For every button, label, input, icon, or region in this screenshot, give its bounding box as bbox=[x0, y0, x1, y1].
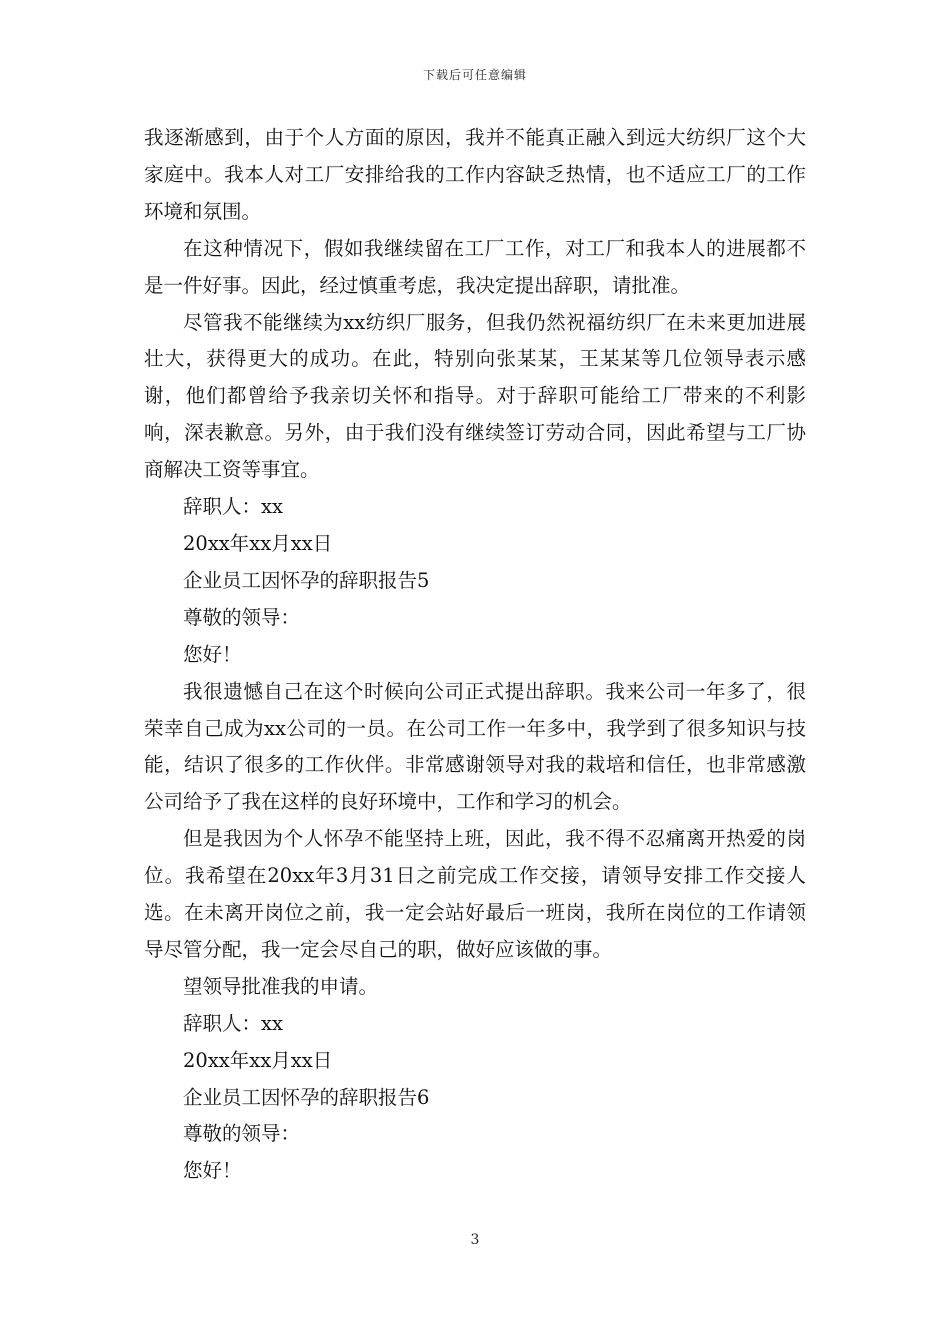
greeting: 您好！ bbox=[183, 1159, 242, 1183]
signature-line: 辞职人：xx bbox=[183, 1011, 283, 1035]
paragraph: 尽管我不能继续为xx纺织厂服务，但我仍然祝福纺织厂在未来更加进展壮大，获得更大的成功。在此，特别向张某某，王某某等几位领导表示感谢，他们都曾给予我亲切关怀和指导。对于辞职可能给工厂带来的不利影响，深表歉意。另外，由于我们没有继续签订劳动合同，因此希望与工厂协商解决工资等事宜。 bbox=[144, 310, 806, 482]
date-line: 20xx年xx月xx日 bbox=[183, 1048, 333, 1072]
section-title: 企业员工因怀孕的辞职报告6 bbox=[183, 1085, 430, 1109]
paragraph: 望领导批准我的申请。 bbox=[183, 974, 379, 998]
paragraph: 但是我因为个人怀孕不能坚持上班，因此，我不得不忍痛离开热爱的岗位。我希望在20xx年3月31日之前完成工作交接，请领导安排工作交接人选。在未离开岗位之前，我一定会站好最后一班岗，我所在岗位的工作请领导尽管分配，我一定会尽自己的职，做好应该做的事。 bbox=[144, 827, 806, 961]
document-body bbox=[144, 120, 806, 1190]
page-header: 下载后可任意编辑 bbox=[422, 68, 527, 82]
section-title: 企业员工因怀孕的辞职报告5 bbox=[183, 568, 430, 592]
signature-line: 辞职人：xx bbox=[183, 495, 283, 519]
salutation: 尊敬的领导： bbox=[183, 605, 301, 629]
salutation: 尊敬的领导： bbox=[183, 1122, 301, 1146]
date-line: 20xx年xx月xx日 bbox=[183, 531, 333, 555]
paragraph: 我很遗憾自己在这个时候向公司正式提出辞职。我来公司一年多了，很荣幸自己成为xx公司的一员。在公司工作一年多中，我学到了很多知识与技能，结识了很多的工作伙伴。非常感谢领导对我的栽培和信任，也非常感激公司给予了我在这样的良好环境中，工作和学习的机会。 bbox=[144, 679, 806, 814]
paragraph: 我逐渐感到，由于个人方面的原因，我并不能真正融入到远大纺织厂这个大家庭中。我本人对工厂安排给我的工作内容缺乏热情，也不适应工厂的工作环境和氛围。 bbox=[144, 126, 806, 223]
page-number: 3 bbox=[470, 1232, 480, 1248]
paragraph: 在这种情况下，假如我继续留在工厂工作，对工厂和我本人的进展都不是一件好事。因此，经过慎重考虑，我决定提出辞职，请批准。 bbox=[144, 236, 806, 297]
greeting: 您好！ bbox=[183, 642, 242, 666]
